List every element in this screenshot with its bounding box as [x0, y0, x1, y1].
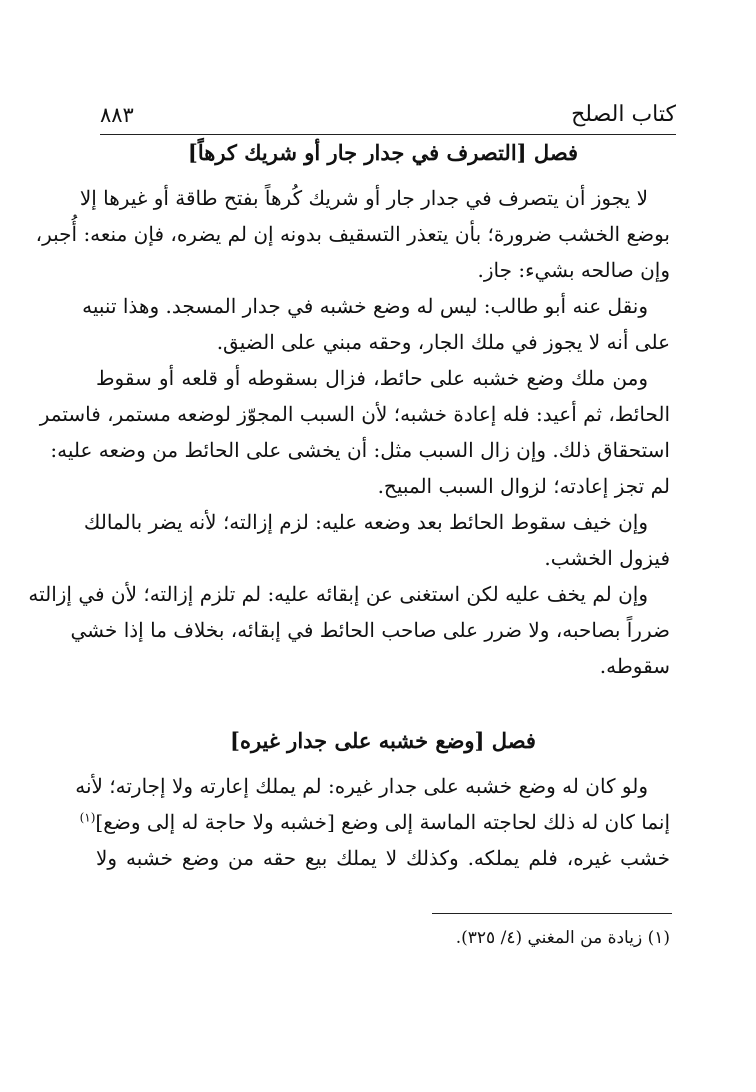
- text-line: سقوطه.: [599, 654, 670, 678]
- text-line: خشب غيره، فلم يملكه. وكذلك لا يملك بيع حقه من وضع خشبه ولا: [96, 846, 670, 870]
- text-line: ومن ملك وضع خشبه على حائط، فزال بسقوطه أو قلعه أو سقوط: [96, 366, 648, 390]
- section-heading: فصل [وضع خشبه على جدار غيره]: [230, 728, 536, 753]
- text-line: فيزول الخشب.: [544, 546, 670, 570]
- text-line: ونقل عنه أبو طالب: ليس له وضع خشبه في جدار المسجد. وهذا تنبيه: [82, 294, 648, 318]
- text-line: ولو كان له وضع خشبه على جدار غيره: لم يملك إعارته ولا إجارته؛ لأنه: [75, 774, 648, 798]
- text-line: بوضع الخشب ضرورة؛ بأن يتعذر التسقيف بدونه إن لم يضره، فإن منعه: أُجبر،: [35, 222, 670, 246]
- page-header: [100, 100, 676, 135]
- text-span: إنما كان له ذلك لحاجته الماسة إلى وضع [خشبه ولا حاجة له إلى وضع]: [95, 810, 670, 834]
- text-line: وإن صالحه بشيء: جاز.: [477, 258, 670, 282]
- text-line: وإن خيف سقوط الحائط بعد وضعه عليه: لزم إزالته؛ لأنه يضر بالمالك: [83, 510, 648, 534]
- text-line: وإن لم يخف عليه لكن استغنى عن إبقائه عليه: لم تلزم إزالته؛ لأن في إزالته: [28, 582, 648, 606]
- text-line: الحائط، ثم أعيد: فله إعادة خشبه؛ لأن السبب المجوّز لوضعه مستمر، فاستمر: [39, 402, 670, 426]
- footnote-divider: [432, 913, 672, 914]
- footnote-marker: (١): [79, 810, 96, 825]
- text-line: لا يجوز أن يتصرف في جدار جار أو شريك كُرهاً بفتح طاقة أو غيرها إلا: [79, 186, 648, 210]
- section-body: [28, 180, 670, 684]
- text-line: على أنه لا يجوز في ملك الجار، وحقه مبني على الضيق.: [216, 330, 670, 354]
- footnote: (١) زيادة من المغني (٤/ ٣٢٥).: [455, 928, 670, 948]
- text-line: [79, 804, 670, 840]
- text-line: استحقاق ذلك. وإن زال السبب مثل: أن يخشى على الحائط من وضعه عليه:: [50, 438, 670, 462]
- page-number: ٨٨٣: [100, 103, 134, 127]
- section-heading: فصل [التصرف في جدار جار أو شريك كرهاً]: [187, 140, 579, 165]
- text-line: ضرراً بصاحبه، ولا ضرر على صاحب الحائط في إبقائه، بخلاف ما إذا خشي: [70, 618, 670, 642]
- text-line: لم تجز إعادته؛ لزوال السبب المبيح.: [377, 474, 670, 498]
- running-title: كتاب الصلح: [571, 102, 676, 127]
- section-body: [75, 768, 670, 876]
